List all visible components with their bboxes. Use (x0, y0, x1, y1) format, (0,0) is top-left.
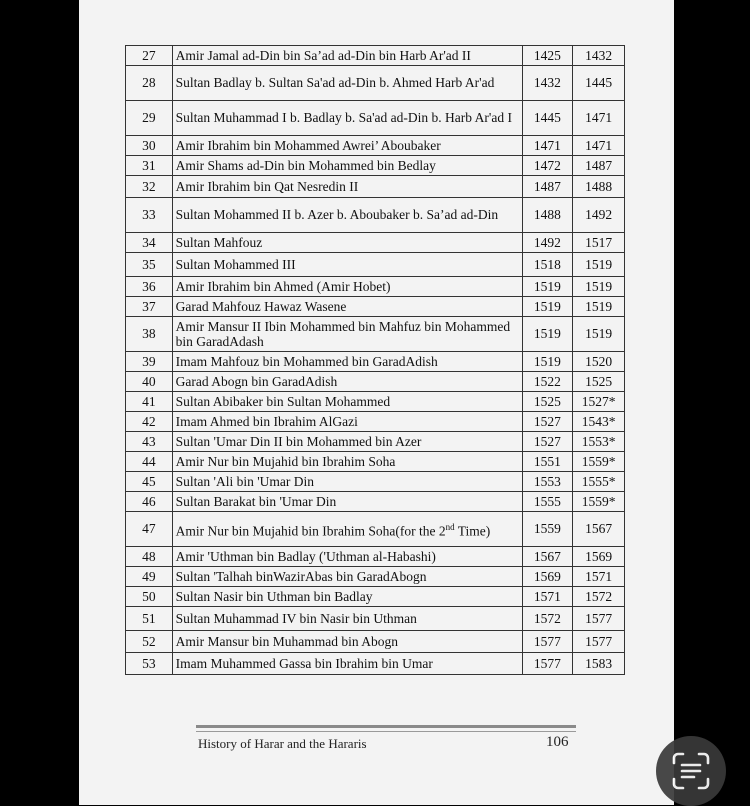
end-year: 1553* (573, 432, 625, 452)
ruler-name: Amir 'Uthman bin Badlay ('Uthman al-Habashi) (172, 547, 522, 567)
ruler-number: 41 (126, 392, 173, 412)
ruler-name: Sultan Mahfouz (172, 233, 522, 253)
end-year: 1519 (573, 297, 625, 317)
end-year: 1432 (573, 46, 625, 66)
table-row (126, 136, 625, 156)
start-year: 1492 (522, 233, 573, 253)
ruler-number: 48 (126, 547, 173, 567)
start-year: 1525 (522, 392, 573, 412)
end-year: 1519 (573, 317, 625, 352)
end-year: 1572 (573, 587, 625, 607)
start-year: 1425 (522, 46, 573, 66)
ruler-number: 33 (126, 198, 173, 233)
ruler-number: 36 (126, 277, 173, 297)
end-year: 1583 (573, 653, 625, 675)
ruler-name: Imam Mahfouz bin Mohammed bin GaradAdish (172, 352, 522, 372)
ruler-name-part: Amir Nur bin Mujahid bin Ibrahim Soha(for the 2 (175, 523, 446, 538)
end-year: 1577 (573, 607, 625, 631)
end-year: 1527* (573, 392, 625, 412)
end-year: 1569 (573, 547, 625, 567)
ruler-name: Sultan 'Umar Din II bin Mohammed bin Azer (172, 432, 522, 452)
end-year: 1567 (573, 512, 625, 547)
text-scan-icon (671, 751, 711, 791)
table-row (126, 297, 625, 317)
ruler-name: Sultan Badlay b. Sultan Sa'ad ad-Din b. Ahmed Harb Ar'ad (172, 66, 522, 101)
footer-divider-thin (196, 731, 576, 732)
ruler-number: 37 (126, 297, 173, 317)
end-year: 1577 (573, 631, 625, 653)
start-year: 1472 (522, 156, 573, 176)
ruler-number: 40 (126, 372, 173, 392)
start-year: 1577 (522, 631, 573, 653)
ruler-number: 31 (126, 156, 173, 176)
end-year: 1525 (573, 372, 625, 392)
table-row (126, 198, 625, 233)
ruler-name: Amir Ibrahim bin Ahmed (Amir Hobet) (172, 277, 522, 297)
table-row (126, 653, 625, 675)
start-year: 1519 (522, 297, 573, 317)
start-year: 1571 (522, 587, 573, 607)
end-year: 1488 (573, 176, 625, 198)
table-row (126, 352, 625, 372)
start-year: 1488 (522, 198, 573, 233)
table-row (126, 412, 625, 432)
ruler-name: Sultan 'Talhah binWazirAbas bin GaradAbogn (172, 567, 522, 587)
ruler-number: 30 (126, 136, 173, 156)
end-year: 1471 (573, 136, 625, 156)
table-row (126, 607, 625, 631)
ruler-number: 42 (126, 412, 173, 432)
start-year: 1553 (522, 472, 573, 492)
ruler-name: Amir Shams ad-Din bin Mohammed bin Bedlay (172, 156, 522, 176)
ruler-number: 43 (126, 432, 173, 452)
table-row (126, 392, 625, 412)
table-row (126, 277, 625, 297)
ordinal-suffix: nd (445, 521, 455, 532)
table-row (126, 156, 625, 176)
table-row (126, 66, 625, 101)
end-year: 1543* (573, 412, 625, 432)
footer-book-title: History of Harar and the Hararis (198, 736, 367, 751)
ruler-number: 27 (126, 46, 173, 66)
end-year: 1520 (573, 352, 625, 372)
end-year: 1445 (573, 66, 625, 101)
ruler-name: Amir Mansur II Ibin Mohammed bin Mahfuz bin Mohammed bin GaradAdash (172, 317, 522, 352)
table-row (126, 432, 625, 452)
ruler-number: 35 (126, 253, 173, 277)
ruler-name: Sultan Mohammed II b. Azer b. Aboubaker b. Sa’ad ad-Din (172, 198, 522, 233)
table-row (126, 567, 625, 587)
table-row (126, 472, 625, 492)
start-year: 1559 (522, 512, 573, 547)
table-row (126, 46, 625, 66)
ruler-name: Sultan Muhammad I b. Badlay b. Sa'ad ad-Din b. Harb Ar'ad I (172, 101, 522, 136)
ruler-name: Sultan Mohammed III (172, 253, 522, 277)
ruler-name: Amir Ibrahim bin Qat Nesredin II (172, 176, 522, 198)
end-year: 1519 (573, 253, 625, 277)
ruler-number: 34 (126, 233, 173, 253)
end-year: 1517 (573, 233, 625, 253)
table-row (126, 372, 625, 392)
table-row (126, 631, 625, 653)
ruler-name: Garad Mahfouz Hawaz Wasene (172, 297, 522, 317)
ruler-number: 38 (126, 317, 173, 352)
page-number: 106 (546, 734, 569, 750)
table-row (126, 101, 625, 136)
ruler-name: Sultan Barakat bin 'Umar Din (172, 492, 522, 512)
table-row (126, 176, 625, 198)
start-year: 1527 (522, 412, 573, 432)
start-year: 1551 (522, 452, 573, 472)
start-year: 1577 (522, 653, 573, 675)
start-year: 1555 (522, 492, 573, 512)
rulers-table (125, 45, 625, 675)
ruler-number: 53 (126, 653, 173, 675)
start-year: 1527 (522, 432, 573, 452)
table-row (126, 512, 625, 547)
ruler-number: 47 (126, 512, 173, 547)
ruler-number: 28 (126, 66, 173, 101)
end-year: 1471 (573, 101, 625, 136)
footer-divider (196, 725, 576, 728)
ruler-name: Amir Mansur bin Muhammad bin Abogn (172, 631, 522, 653)
start-year: 1432 (522, 66, 573, 101)
ruler-number: 44 (126, 452, 173, 472)
ruler-name: Amir Jamal ad-Din bin Sa’ad ad-Din bin Harb Ar'ad II (172, 46, 522, 66)
ruler-number: 49 (126, 567, 173, 587)
ruler-number: 45 (126, 472, 173, 492)
ruler-name: Amir Ibrahim bin Mohammed Awrei’ Aboubaker (172, 136, 522, 156)
start-year: 1572 (522, 607, 573, 631)
start-year: 1519 (522, 352, 573, 372)
table-row (126, 452, 625, 472)
end-year: 1559* (573, 492, 625, 512)
ruler-number: 51 (126, 607, 173, 631)
table-row (126, 233, 625, 253)
ruler-name: Amir Nur bin Mujahid bin Ibrahim Soha (172, 452, 522, 472)
ruler-name-part: Time) (454, 523, 491, 538)
start-year: 1519 (522, 317, 573, 352)
end-year: 1571 (573, 567, 625, 587)
start-year: 1518 (522, 253, 573, 277)
ruler-name: Garad Abogn bin GaradAdish (172, 372, 522, 392)
end-year: 1555* (573, 472, 625, 492)
table-row (126, 547, 625, 567)
start-year: 1569 (522, 567, 573, 587)
end-year: 1559* (573, 452, 625, 472)
ruler-name: Sultan Abibaker bin Sultan Mohammed (172, 392, 522, 412)
end-year: 1519 (573, 277, 625, 297)
ruler-name: Imam Ahmed bin Ibrahim AlGazi (172, 412, 522, 432)
start-year: 1567 (522, 547, 573, 567)
table-row (126, 253, 625, 277)
start-year: 1519 (522, 277, 573, 297)
start-year: 1522 (522, 372, 573, 392)
ruler-number: 52 (126, 631, 173, 653)
table-row (126, 317, 625, 352)
ruler-name: Sultan Nasir bin Uthman bin Badlay (172, 587, 522, 607)
table-row (126, 587, 625, 607)
start-year: 1445 (522, 101, 573, 136)
table-row (126, 492, 625, 512)
ruler-number: 29 (126, 101, 173, 136)
ruler-number: 32 (126, 176, 173, 198)
start-year: 1487 (522, 176, 573, 198)
ruler-name: Sultan Muhammad IV bin Nasir bin Uthman (172, 607, 522, 631)
text-scan-button[interactable] (656, 736, 726, 806)
ruler-number: 50 (126, 587, 173, 607)
end-year: 1487 (573, 156, 625, 176)
ruler-number: 46 (126, 492, 173, 512)
ruler-name (172, 512, 522, 547)
start-year: 1471 (522, 136, 573, 156)
end-year: 1492 (573, 198, 625, 233)
ruler-number: 39 (126, 352, 173, 372)
ruler-name: Imam Muhammed Gassa bin Ibrahim bin Umar (172, 653, 522, 675)
document-page (79, 0, 674, 805)
ruler-name: Sultan 'Ali bin 'Umar Din (172, 472, 522, 492)
